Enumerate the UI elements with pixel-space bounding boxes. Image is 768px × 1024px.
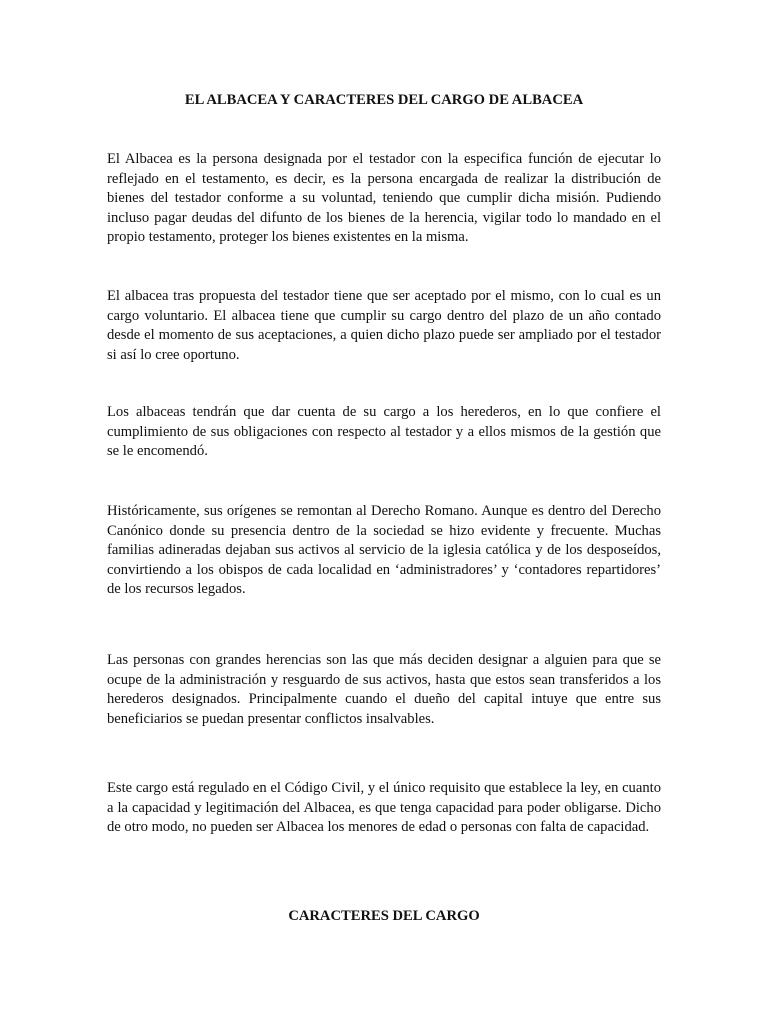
- document-title: EL ALBACEA Y CARACTERES DEL CARGO DE ALBACEA: [184, 92, 584, 108]
- paragraph-acceptance: El albacea tras propuesta del testador tiene que ser aceptado por el mismo, con lo cual es un cargo voluntario. El albacea tiene que cumplir su cargo dentro del plazo de un año contado desde el momento de sus aceptaciones, a quien dicho plazo puede ser ampliado por el testador si así lo cree oportuno.: [107, 288, 661, 363]
- paragraph-history: Históricamente, sus orígenes se remontan al Derecho Romano. Aunque es dentro del Derecho Canónico donde su presencia dentro de la sociedad se hizo evidente y frecuente. Muchas familias adineradas dejaban sus activos al servicio de la iglesia católica y de los desposeídos, convirtiendo a los obispos de cada localidad en ‘administradores’ y ‘contadores repartidores’ de los recursos legados.: [107, 503, 661, 598]
- paragraph-inheritances: Las personas con grandes herencias son las que más deciden designar a alguien para que se ocupe de la administración y resguardo de sus activos, hasta que estos sean transferidos a los herederos designados. Principalmente cuando el dueño del capital intuye que entre sus beneficiarios se puedan presentar conflictos insalvables.: [107, 652, 661, 727]
- paragraph-accountability: Los albaceas tendrán que dar cuenta de su cargo a los herederos, en lo que confiere el cumplimiento de sus obligaciones con respecto al testador y a ellos mismos de la gestión que se le encomendó.: [107, 404, 661, 460]
- paragraph-regulation: Este cargo está regulado en el Código Civil, y el único requisito que establece la ley, en cuanto a la capacidad y legitimación del Albacea, es que tenga capacidad para poder obligarse. Dicho de otro modo, no pueden ser Albacea los menores de edad o personas con falta de capacidad.: [107, 780, 661, 836]
- paragraph-definition: El Albacea es la persona designada por el testador con la especifica función de ejecutar lo reflejado en el testamento, es decir, es la persona encargada de realizar la distribución de bienes del testador conforme a su voluntad, teniendo que cumplir dicha misión. Pudiendo incluso pagar deudas del difunto de los bienes de la herencia, vigilar todo lo mandado en el propio testamento, proteger los bienes existentes en la misma.: [107, 151, 661, 246]
- section-heading: CARACTERES DEL CARGO: [288, 908, 480, 924]
